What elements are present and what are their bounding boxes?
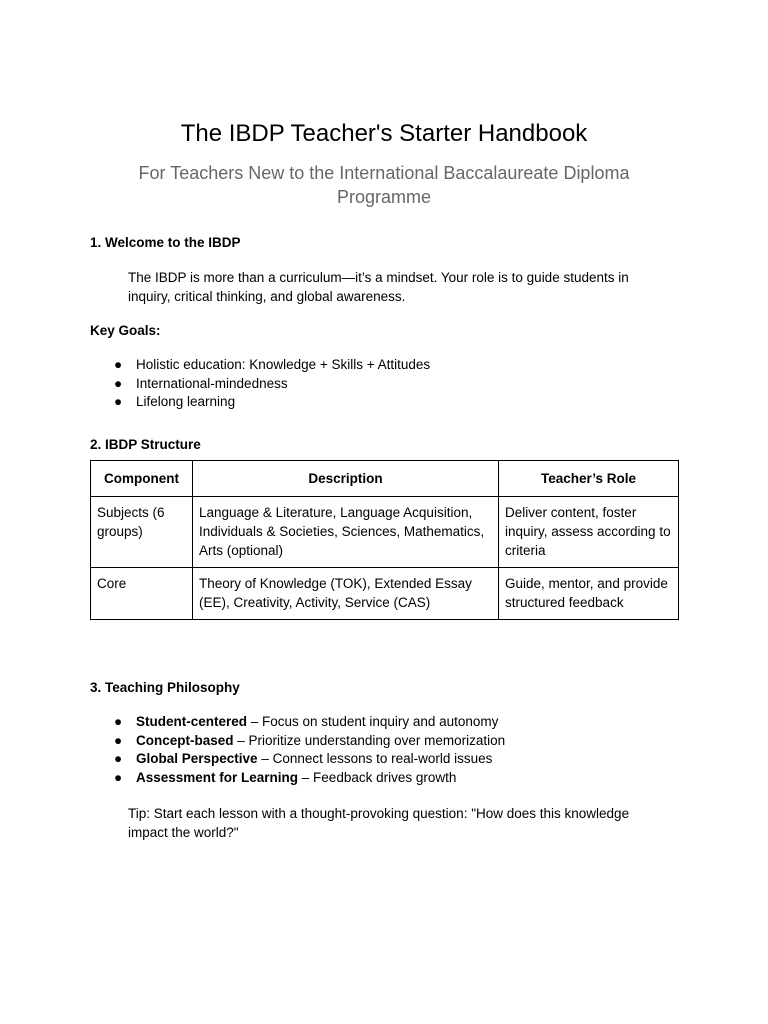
page-title: The IBDP Teacher's Starter Handbook — [180, 120, 588, 147]
table-cell: Guide, mentor, and provide structured feedback — [499, 568, 679, 620]
column-header-description: Description — [193, 461, 499, 497]
list-item: ● Student-centered – Focus on student inquiry and autonomy — [110, 713, 505, 732]
list-item: ● International-mindedness — [110, 375, 430, 394]
section-heading-welcome: 1. Welcome to the IBDP — [90, 235, 241, 250]
table-cell: Core — [91, 568, 193, 620]
philosophy-term: Student-centered — [136, 714, 248, 729]
page-subtitle: For Teachers New to the International Baccalaureate Diploma Programme — [138, 163, 630, 207]
bullet-icon: ● — [114, 714, 123, 729]
list-item: ● Holistic education: Knowledge + Skills + Attitudes — [110, 356, 430, 375]
bullet-icon: ● — [114, 770, 123, 786]
philosophy-list — [110, 713, 505, 788]
list-item: ● Concept-based – Prioritize understanding over memorization — [110, 732, 505, 751]
table-cell: Deliver content, foster inquiry, assess according to criteria — [499, 497, 679, 568]
section-heading-philosophy: 3. Teaching Philosophy — [90, 680, 240, 695]
bullet-icon: ● — [114, 394, 123, 410]
bullet-icon: ● — [114, 357, 123, 372]
table-cell: Theory of Knowledge (TOK), Extended Essay (EE), Creativity, Activity, Service (CAS) — [193, 568, 499, 620]
philosophy-term: Concept-based — [136, 732, 234, 748]
bullet-icon: ● — [114, 375, 123, 391]
bullet-icon: ● — [114, 732, 123, 748]
table-row — [91, 497, 679, 568]
list-item: ● Global Perspective – Connect lessons to real-world issues — [110, 750, 505, 769]
list-item: ● Lifelong learning — [110, 393, 430, 412]
key-goals-list — [110, 356, 430, 412]
welcome-paragraph: The IBDP is more than a curriculum—it’s a mindset. Your role is to guide students in inquiry, critical thinking, and global awareness. — [128, 270, 629, 304]
table-row — [91, 568, 679, 620]
section-heading-structure: 2. IBDP Structure — [90, 437, 201, 452]
table-cell: Subjects (6 groups) — [91, 497, 193, 568]
column-header-teacher-role: Teacher’s Role — [499, 461, 679, 497]
bullet-icon: ● — [114, 751, 123, 767]
list-item: ● Assessment for Learning – Feedback drives growth — [110, 769, 505, 788]
philosophy-term: Global Perspective — [136, 751, 258, 767]
table-header-row — [91, 461, 679, 497]
philosophy-term: Assessment for Learning — [136, 770, 299, 786]
table-cell: Language & Literature, Language Acquisition, Individuals & Societies, Sciences, Mathematics, Arts (optional) — [193, 497, 499, 568]
tip-paragraph: Tip: Start each lesson with a thought-provoking question: "How does this knowledge impact the world?" — [128, 806, 630, 840]
key-goals-label: Key Goals: — [90, 323, 161, 338]
structure-table — [90, 460, 679, 620]
column-header-component: Component — [91, 461, 193, 497]
